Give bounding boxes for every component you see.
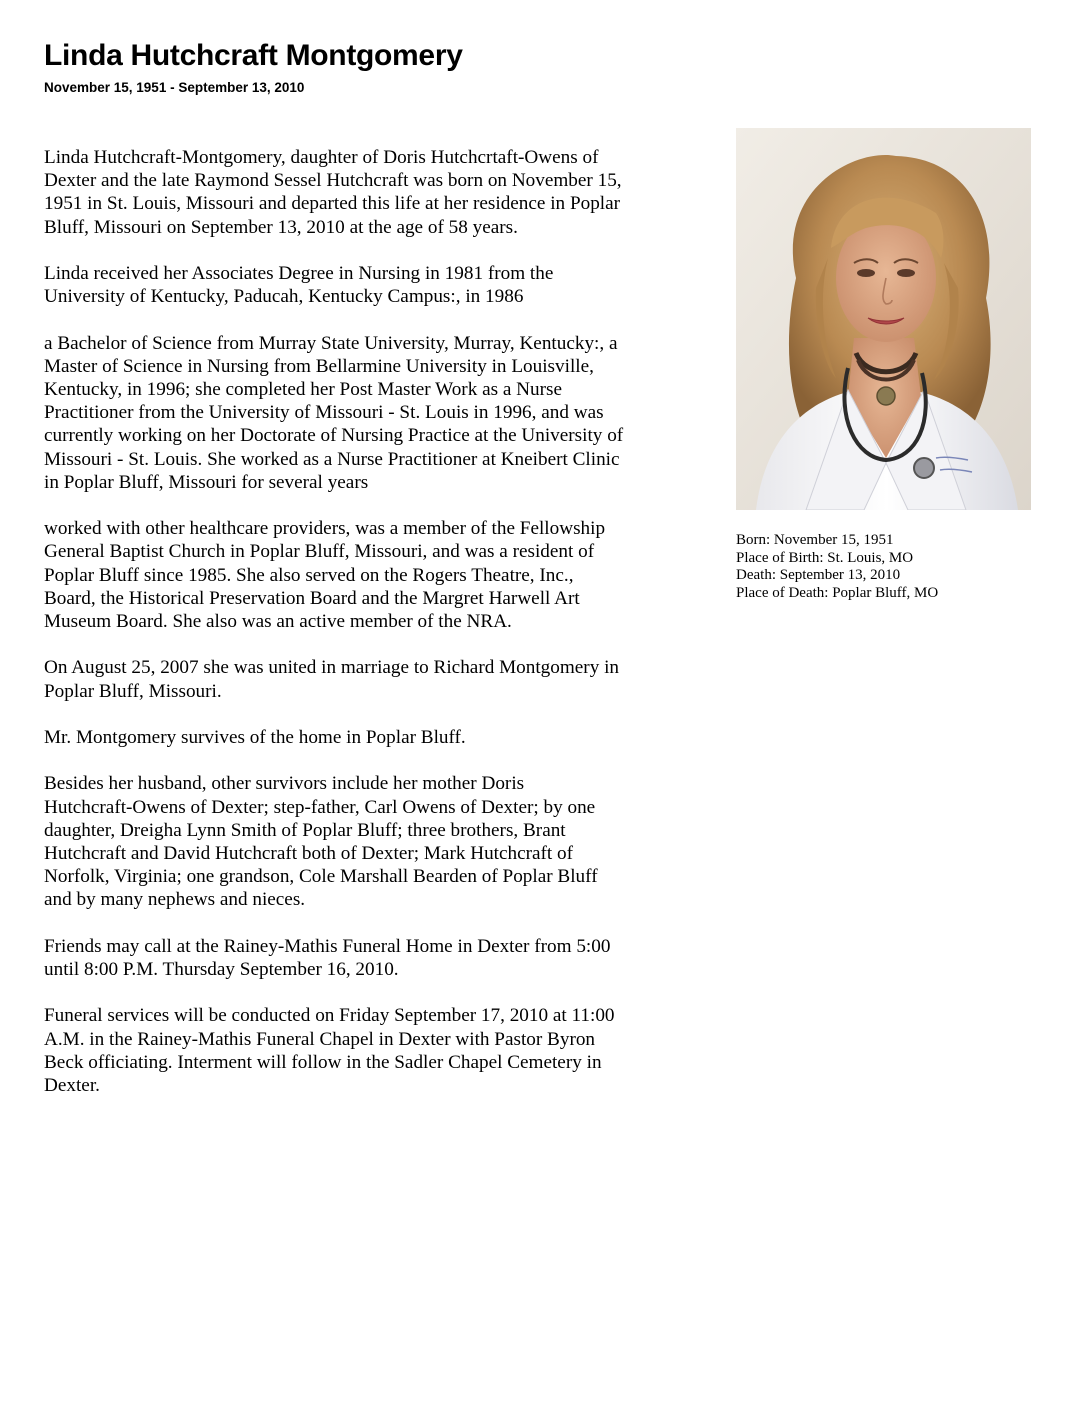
paragraph-line: Linda Hutchcraft-Montgomery, daughter of Doris Hutchcrtaft-Owens of (44, 147, 599, 168)
vital-fact: Place of Death: Poplar Bluff, MO (736, 584, 939, 601)
paragraph-line: Kentucky, in 1996; she completed her Post Master Work as a Nurse (44, 379, 563, 400)
life-dates: November 15, 1951 - September 13, 2010 (44, 80, 305, 95)
paragraph-line: Master of Science in Nursing from Bellarmine University in Louisville, (44, 355, 594, 377)
paragraph-line: Hutchcraft-Owens of Dexter; step-father, Carl Owens of Dexter; by one (44, 796, 596, 818)
page-title: Linda Hutchcraft Montgomery (44, 39, 463, 72)
obituary-paragraph (44, 517, 704, 633)
obituary-paragraph (44, 656, 704, 702)
paragraph-line: Hutchcraft and David Hutchcraft both of Dexter; Mark Hutchcraft of (44, 843, 574, 864)
paragraph-line: General Baptist Church in Poplar Bluff, Missouri, and was a resident of (44, 541, 595, 563)
vital-fact: Born: November 15, 1951 (736, 532, 894, 548)
obituary-text (44, 146, 704, 1120)
paragraph-line: in Poplar Bluff, Missouri for several years (44, 471, 369, 493)
obituary-paragraph (44, 772, 704, 911)
paragraph-line: Board, the Historical Preservation Board and the Margret Harwell Art (44, 587, 580, 609)
obituary-paragraph (44, 262, 704, 308)
paragraph-line: Poplar Bluff, Missouri. (44, 680, 222, 702)
paragraph-line: Beck officiating. Interment will follow in the Sadler Chapel Cemetery in (44, 1051, 602, 1073)
paragraph-line: University of Kentucky, Paducah, Kentucky Campus:, in 1986 (44, 286, 524, 308)
vital-fact: Death: September 13, 2010 (736, 567, 901, 584)
paragraph-line: Dexter and the late Raymond Sessel Hutchcraft was born on November 15, (44, 170, 622, 192)
obituary-paragraph (44, 726, 704, 749)
paragraph-line: daughter, Dreigha Lynn Smith of Poplar Bluff; three brothers, Brant (44, 819, 566, 841)
paragraph-line: Dexter. (44, 1075, 100, 1096)
portrait-photo (736, 128, 1031, 510)
vital-fact: Place of Birth: St. Louis, MO (736, 549, 914, 566)
paragraph-line: 1951 in St. Louis, Missouri and departed this life at her residence in Poplar (44, 193, 621, 215)
paragraph-line: Linda received her Associates Degree in Nursing in 1981 from the (44, 263, 554, 284)
paragraph-line: Friends may call at the Rainey-Mathis Funeral Home in Dexter from 5:00 (44, 935, 611, 957)
paragraph-line: Mr. Montgomery survives of the home in Poplar Bluff. (44, 727, 466, 748)
paragraph-line: Practitioner from the University of Missouri - St. Louis in 1996, and was (44, 402, 604, 424)
paragraph-line: Funeral services will be conducted on Friday September 17, 2010 at 11:00 (44, 1005, 615, 1027)
paragraph-line: Bluff, Missouri on September 13, 2010 at the age of 58 years. (44, 216, 518, 238)
paragraph-line: Besides her husband, other survivors include her mother Doris (44, 773, 525, 795)
paragraph-line: A.M. in the Rainey-Mathis Funeral Chapel in Dexter with Pastor Byron (44, 1028, 596, 1050)
paragraph-line: until 8:00 P.M. Thursday September 16, 2010. (44, 959, 399, 980)
paragraph-line: On August 25, 2007 she was united in marriage to Richard Montgomery in (44, 657, 620, 679)
vital-facts (736, 532, 1056, 602)
paragraph-line: Missouri - St. Louis. She worked as a Nurse Practitioner at Kneibert Clinic (44, 448, 620, 470)
paragraph-line: currently working on her Doctorate of Nursing Practice at the University of (44, 425, 624, 447)
obituary-paragraph (44, 935, 704, 981)
obituary-paragraph (44, 1004, 704, 1097)
paragraph-line: and by many nephews and nieces. (44, 889, 306, 911)
paragraph-line: a Bachelor of Science from Murray State University, Murray, Kentucky:, a (44, 332, 618, 354)
paragraph-line: Poplar Bluff since 1985. She also served on the Rogers Theatre, Inc., (44, 564, 574, 586)
paragraph-line: Norfolk, Virginia; one grandson, Cole Marshall Bearden of Poplar Bluff (44, 866, 598, 888)
paragraph-line: worked with other healthcare providers, was a member of the Fellowship (44, 518, 606, 540)
obituary-paragraph (44, 332, 704, 494)
paragraph-line: Museum Board. She also was an active member of the NRA. (44, 611, 512, 633)
obituary-paragraph (44, 146, 704, 239)
